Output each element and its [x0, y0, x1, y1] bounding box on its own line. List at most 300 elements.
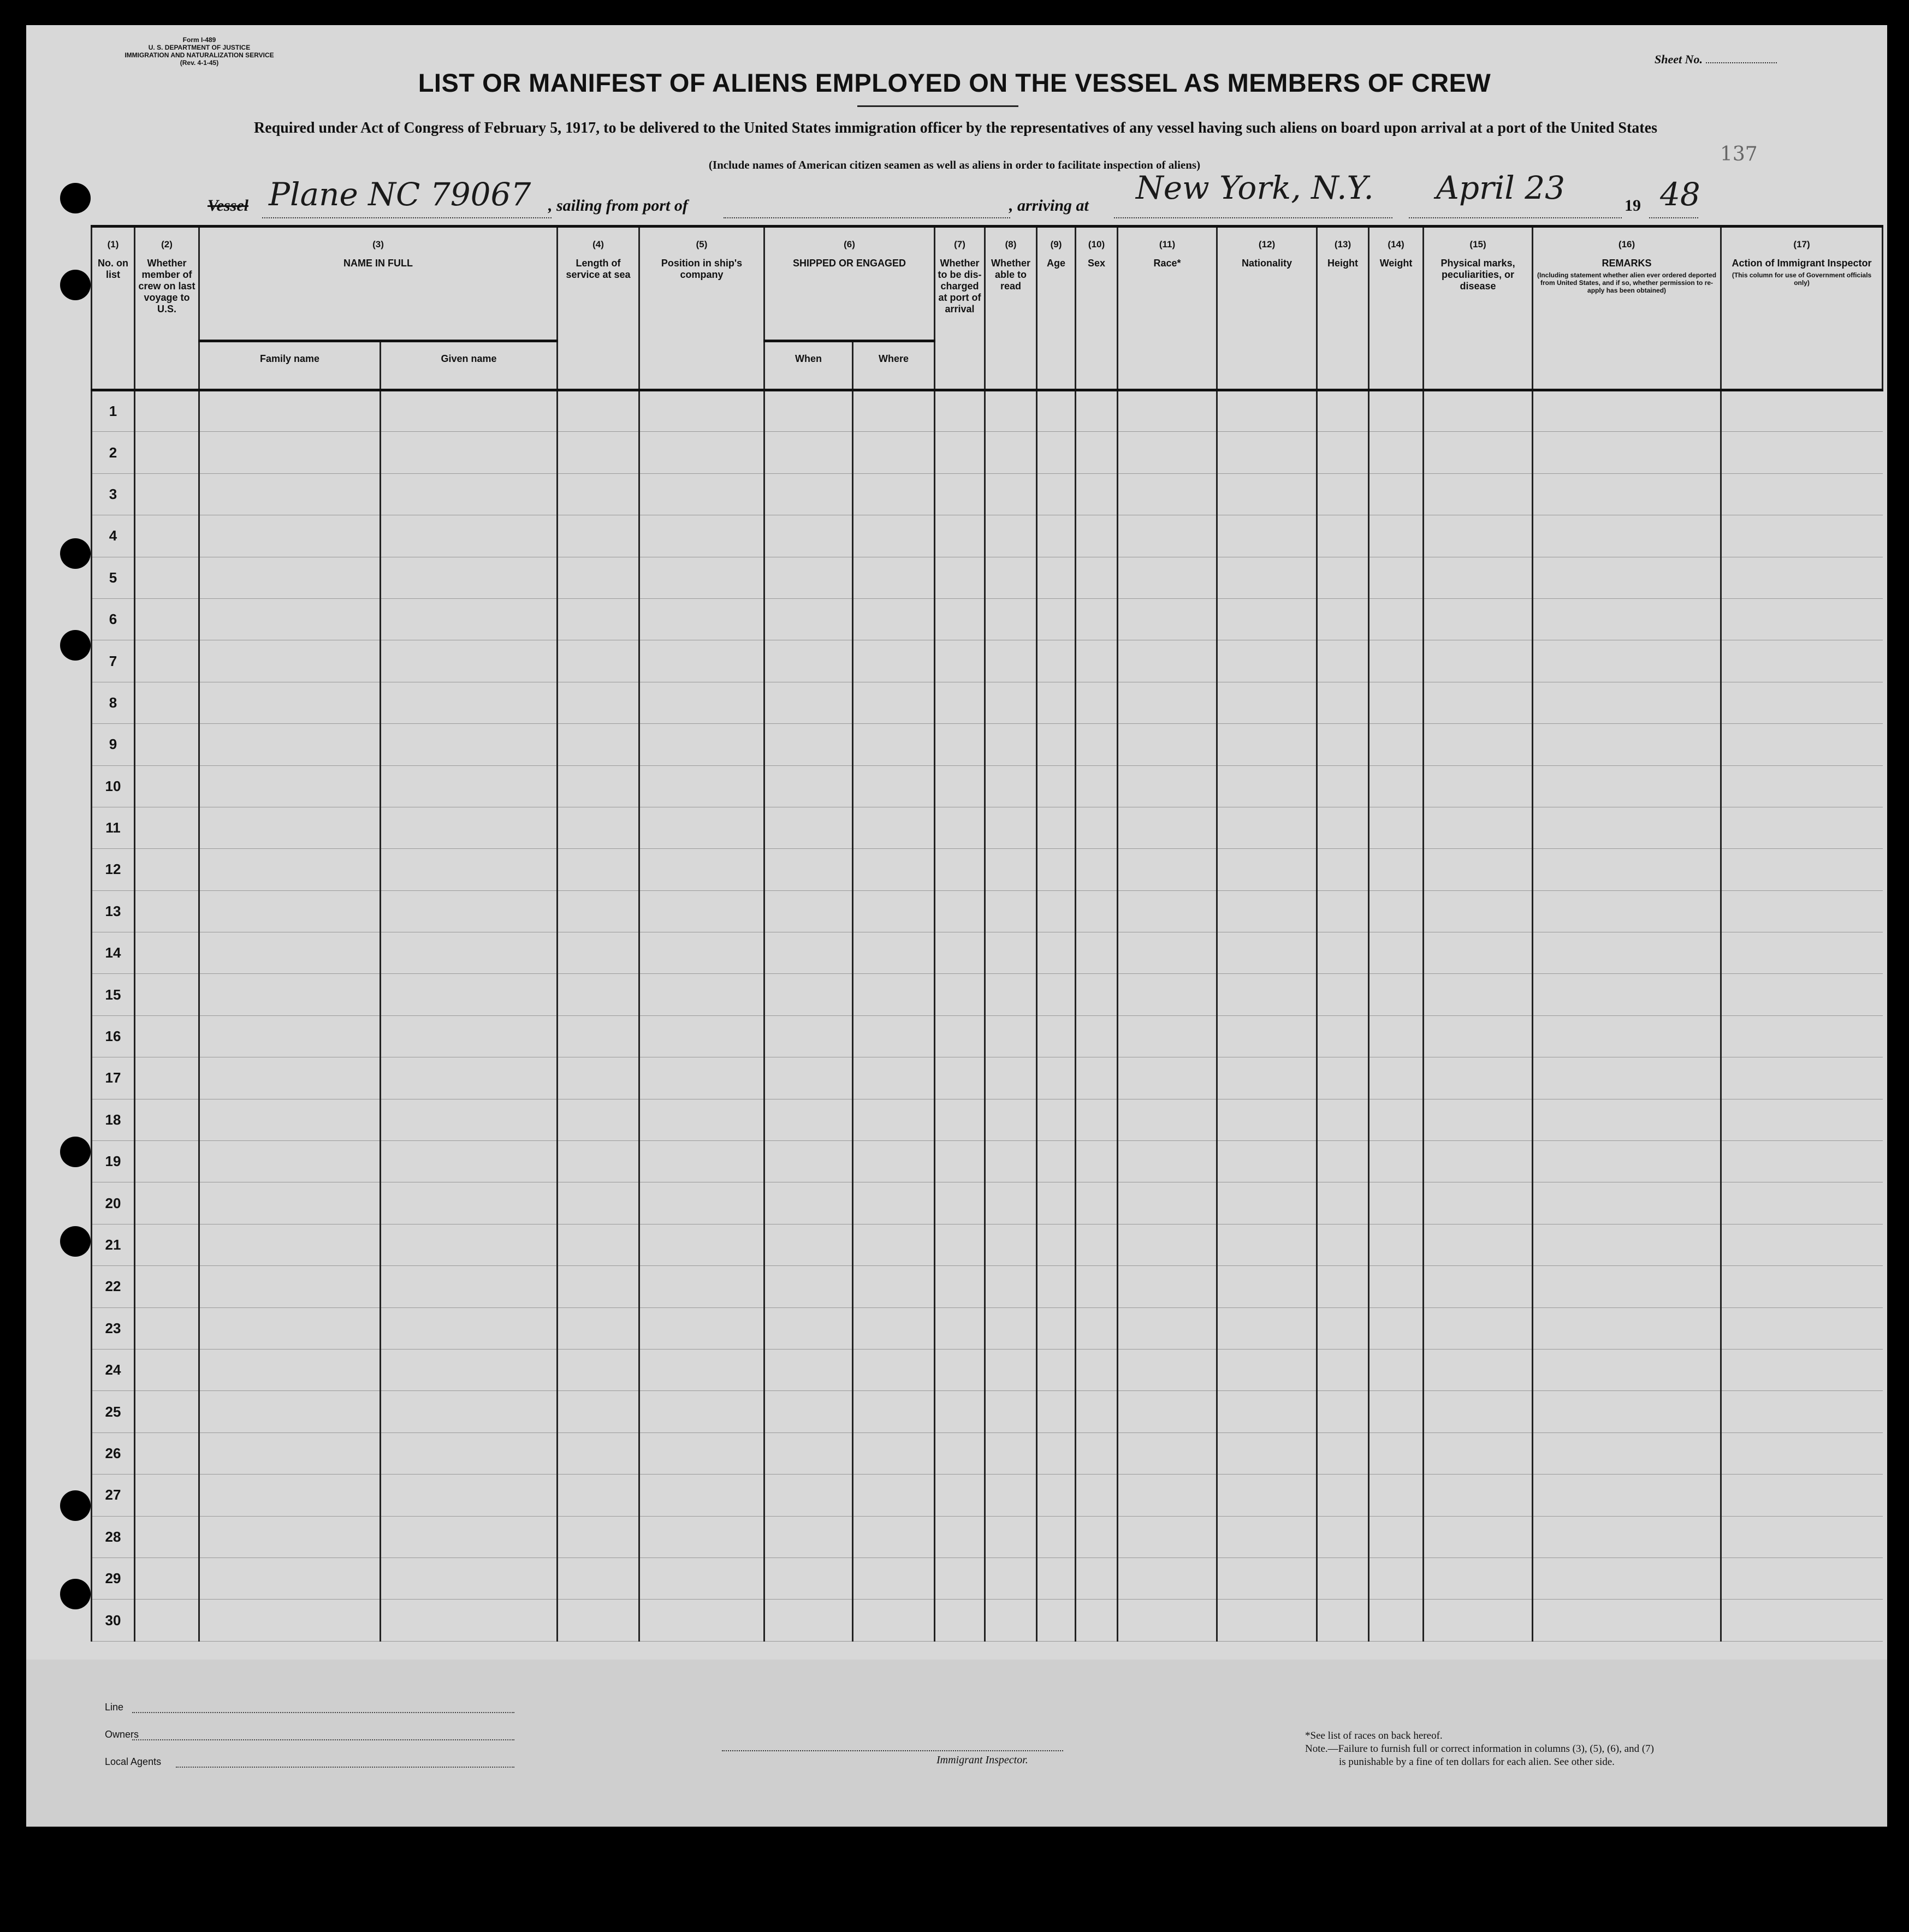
- table-cell[interactable]: [1533, 682, 1721, 723]
- table-cell[interactable]: [135, 849, 199, 890]
- table-cell[interactable]: [1037, 682, 1076, 723]
- table-cell[interactable]: [1037, 1182, 1076, 1224]
- table-cell[interactable]: [1533, 515, 1721, 557]
- table-cell[interactable]: [558, 390, 639, 432]
- table-cell[interactable]: [639, 1600, 764, 1641]
- table-cell[interactable]: [853, 1015, 935, 1057]
- table-cell[interactable]: [853, 640, 935, 682]
- table-cell[interactable]: [1721, 1015, 1883, 1057]
- arrival-date-value[interactable]: April 23: [1436, 169, 1566, 206]
- table-cell[interactable]: [639, 1432, 764, 1474]
- table-cell[interactable]: [381, 724, 558, 765]
- table-cell[interactable]: [985, 1516, 1037, 1558]
- table-cell[interactable]: [1424, 557, 1533, 598]
- table-cell[interactable]: [935, 1432, 985, 1474]
- table-cell[interactable]: [1217, 1432, 1317, 1474]
- table-cell[interactable]: [1217, 598, 1317, 640]
- table-cell[interactable]: [853, 932, 935, 974]
- table-cell[interactable]: [558, 598, 639, 640]
- table-cell[interactable]: [1424, 724, 1533, 765]
- table-cell[interactable]: [135, 1432, 199, 1474]
- table-cell[interactable]: [135, 1141, 199, 1182]
- table-cell[interactable]: [935, 682, 985, 723]
- table-cell[interactable]: [381, 1475, 558, 1516]
- table-cell[interactable]: [1721, 974, 1883, 1015]
- table-cell[interactable]: [1721, 1099, 1883, 1140]
- table-cell[interactable]: [935, 932, 985, 974]
- table-cell[interactable]: [985, 890, 1037, 932]
- table-cell[interactable]: [199, 1099, 381, 1140]
- table-cell[interactable]: [764, 598, 853, 640]
- table-cell[interactable]: [135, 1349, 199, 1390]
- table-cell[interactable]: [985, 1266, 1037, 1307]
- table-cell[interactable]: [639, 1224, 764, 1265]
- table-cell[interactable]: [558, 932, 639, 974]
- table-cell[interactable]: [764, 515, 853, 557]
- table-cell[interactable]: [1369, 765, 1424, 807]
- table-cell[interactable]: [1118, 724, 1217, 765]
- table-cell[interactable]: [135, 1516, 199, 1558]
- table-cell[interactable]: [853, 1266, 935, 1307]
- table-cell[interactable]: [1721, 1307, 1883, 1349]
- table-cell[interactable]: [1118, 1558, 1217, 1599]
- table-cell[interactable]: [135, 1391, 199, 1432]
- table-cell[interactable]: [985, 1099, 1037, 1140]
- table-cell[interactable]: [1118, 682, 1217, 723]
- vessel-value[interactable]: Plane NC 79067: [269, 176, 531, 213]
- table-cell[interactable]: [1118, 515, 1217, 557]
- table-cell[interactable]: [764, 1224, 853, 1265]
- table-cell[interactable]: [558, 1349, 639, 1390]
- table-cell[interactable]: [558, 765, 639, 807]
- table-cell[interactable]: [1118, 1432, 1217, 1474]
- table-cell[interactable]: [1076, 1057, 1118, 1099]
- table-cell[interactable]: [1217, 473, 1317, 515]
- table-cell[interactable]: [985, 849, 1037, 890]
- table-cell[interactable]: [853, 1182, 935, 1224]
- table-cell[interactable]: [135, 807, 199, 848]
- table-cell[interactable]: [1317, 1015, 1369, 1057]
- table-cell[interactable]: [1317, 1475, 1369, 1516]
- table-cell[interactable]: [1118, 557, 1217, 598]
- table-cell[interactable]: [764, 974, 853, 1015]
- table-cell[interactable]: [853, 1307, 935, 1349]
- table-cell[interactable]: [1037, 849, 1076, 890]
- table-cell[interactable]: [1076, 1182, 1118, 1224]
- table-cell[interactable]: [985, 765, 1037, 807]
- table-cell[interactable]: [1317, 1224, 1369, 1265]
- table-cell[interactable]: [853, 1224, 935, 1265]
- table-cell[interactable]: [639, 1057, 764, 1099]
- table-cell[interactable]: [558, 807, 639, 848]
- table-cell[interactable]: [935, 724, 985, 765]
- table-cell[interactable]: [1217, 765, 1317, 807]
- table-cell[interactable]: [381, 1391, 558, 1432]
- table-cell[interactable]: [1424, 1266, 1533, 1307]
- table-cell[interactable]: [1533, 557, 1721, 598]
- table-cell[interactable]: [381, 1224, 558, 1265]
- table-cell[interactable]: [199, 682, 381, 723]
- table-cell[interactable]: [935, 1558, 985, 1599]
- table-cell[interactable]: [985, 1349, 1037, 1390]
- table-cell[interactable]: [1424, 432, 1533, 473]
- table-cell[interactable]: [1317, 1349, 1369, 1390]
- table-cell[interactable]: [639, 1141, 764, 1182]
- table-cell[interactable]: [1317, 1432, 1369, 1474]
- table-cell[interactable]: [135, 432, 199, 473]
- table-cell[interactable]: [135, 1099, 199, 1140]
- table-cell[interactable]: [1076, 432, 1118, 473]
- table-cell[interactable]: [764, 432, 853, 473]
- table-cell[interactable]: [1076, 932, 1118, 974]
- table-cell[interactable]: [135, 890, 199, 932]
- table-cell[interactable]: [1076, 974, 1118, 1015]
- table-cell[interactable]: [135, 1015, 199, 1057]
- table-cell[interactable]: [1118, 432, 1217, 473]
- table-cell[interactable]: [381, 598, 558, 640]
- table-cell[interactable]: [1369, 890, 1424, 932]
- table-cell[interactable]: [1076, 1099, 1118, 1140]
- table-cell[interactable]: [381, 515, 558, 557]
- table-cell[interactable]: [764, 765, 853, 807]
- table-cell[interactable]: [853, 1432, 935, 1474]
- table-cell[interactable]: [1424, 1099, 1533, 1140]
- table-cell[interactable]: [1118, 890, 1217, 932]
- table-cell[interactable]: [199, 1600, 381, 1641]
- table-cell[interactable]: [558, 557, 639, 598]
- table-cell[interactable]: [985, 1475, 1037, 1516]
- table-cell[interactable]: [199, 1141, 381, 1182]
- table-cell[interactable]: [199, 849, 381, 890]
- table-cell[interactable]: [935, 1182, 985, 1224]
- table-cell[interactable]: [199, 390, 381, 432]
- table-cell[interactable]: [1118, 1475, 1217, 1516]
- table-cell[interactable]: [1076, 1600, 1118, 1641]
- table-cell[interactable]: [1317, 1266, 1369, 1307]
- table-cell[interactable]: [1217, 932, 1317, 974]
- table-cell[interactable]: [1317, 1600, 1369, 1641]
- table-cell[interactable]: [199, 1266, 381, 1307]
- table-cell[interactable]: [1037, 1141, 1076, 1182]
- table-cell[interactable]: [1721, 1516, 1883, 1558]
- table-cell[interactable]: [558, 515, 639, 557]
- table-cell[interactable]: [1118, 974, 1217, 1015]
- table-cell[interactable]: [639, 765, 764, 807]
- table-cell[interactable]: [764, 1475, 853, 1516]
- table-cell[interactable]: [135, 724, 199, 765]
- table-cell[interactable]: [135, 1182, 199, 1224]
- table-cell[interactable]: [764, 1349, 853, 1390]
- table-cell[interactable]: [1317, 432, 1369, 473]
- table-cell[interactable]: [1369, 1475, 1424, 1516]
- table-cell[interactable]: [199, 974, 381, 1015]
- table-cell[interactable]: [1037, 1349, 1076, 1390]
- table-cell[interactable]: [1037, 1266, 1076, 1307]
- table-cell[interactable]: [1424, 1224, 1533, 1265]
- table-cell[interactable]: [1076, 724, 1118, 765]
- table-cell[interactable]: [1118, 1099, 1217, 1140]
- table-cell[interactable]: [381, 765, 558, 807]
- table-cell[interactable]: [381, 557, 558, 598]
- table-cell[interactable]: [1037, 432, 1076, 473]
- table-cell[interactable]: [935, 1349, 985, 1390]
- table-cell[interactable]: [853, 890, 935, 932]
- table-cell[interactable]: [381, 974, 558, 1015]
- table-cell[interactable]: [764, 849, 853, 890]
- table-cell[interactable]: [199, 432, 381, 473]
- table-cell[interactable]: [381, 932, 558, 974]
- table-cell[interactable]: [381, 1307, 558, 1349]
- table-cell[interactable]: [135, 765, 199, 807]
- table-cell[interactable]: [935, 432, 985, 473]
- table-cell[interactable]: [199, 1057, 381, 1099]
- table-cell[interactable]: [985, 598, 1037, 640]
- table-cell[interactable]: [764, 1516, 853, 1558]
- table-cell[interactable]: [985, 515, 1037, 557]
- table-cell[interactable]: [1317, 1099, 1369, 1140]
- table-cell[interactable]: [199, 1475, 381, 1516]
- table-cell[interactable]: [1037, 1307, 1076, 1349]
- table-cell[interactable]: [853, 765, 935, 807]
- table-cell[interactable]: [1424, 1349, 1533, 1390]
- table-cell[interactable]: [935, 1224, 985, 1265]
- table-cell[interactable]: [558, 1099, 639, 1140]
- table-cell[interactable]: [1369, 1558, 1424, 1599]
- table-cell[interactable]: [1076, 598, 1118, 640]
- table-cell[interactable]: [1424, 1141, 1533, 1182]
- table-cell[interactable]: [1721, 682, 1883, 723]
- table-cell[interactable]: [1721, 1558, 1883, 1599]
- table-cell[interactable]: [764, 1141, 853, 1182]
- table-cell[interactable]: [1317, 765, 1369, 807]
- table-cell[interactable]: [764, 1057, 853, 1099]
- table-cell[interactable]: [985, 1182, 1037, 1224]
- table-cell[interactable]: [1037, 1475, 1076, 1516]
- table-cell[interactable]: [1076, 1391, 1118, 1432]
- table-cell[interactable]: [199, 1224, 381, 1265]
- table-cell[interactable]: [1076, 557, 1118, 598]
- table-cell[interactable]: [1118, 1349, 1217, 1390]
- table-cell[interactable]: [935, 1266, 985, 1307]
- table-cell[interactable]: [935, 1015, 985, 1057]
- table-cell[interactable]: [639, 1266, 764, 1307]
- table-cell[interactable]: [985, 974, 1037, 1015]
- table-cell[interactable]: [1369, 1099, 1424, 1140]
- table-cell[interactable]: [935, 473, 985, 515]
- table-cell[interactable]: [558, 1057, 639, 1099]
- table-cell[interactable]: [1118, 807, 1217, 848]
- table-cell[interactable]: [1369, 1349, 1424, 1390]
- table-cell[interactable]: [558, 682, 639, 723]
- table-cell[interactable]: [985, 1015, 1037, 1057]
- table-cell[interactable]: [381, 849, 558, 890]
- table-cell[interactable]: [558, 724, 639, 765]
- table-cell[interactable]: [199, 1391, 381, 1432]
- table-cell[interactable]: [1721, 1057, 1883, 1099]
- table-cell[interactable]: [639, 515, 764, 557]
- table-cell[interactable]: [558, 473, 639, 515]
- table-cell[interactable]: [1037, 1057, 1076, 1099]
- table-cell[interactable]: [853, 807, 935, 848]
- table-cell[interactable]: [1076, 682, 1118, 723]
- table-cell[interactable]: [985, 932, 1037, 974]
- table-cell[interactable]: [639, 890, 764, 932]
- table-cell[interactable]: [1217, 640, 1317, 682]
- table-cell[interactable]: [1424, 1600, 1533, 1641]
- table-cell[interactable]: [381, 640, 558, 682]
- table-cell[interactable]: [1533, 890, 1721, 932]
- table-cell[interactable]: [764, 1015, 853, 1057]
- table-cell[interactable]: [1424, 974, 1533, 1015]
- table-cell[interactable]: [381, 807, 558, 848]
- table-cell[interactable]: [1369, 557, 1424, 598]
- table-cell[interactable]: [1118, 390, 1217, 432]
- table-cell[interactable]: [1317, 515, 1369, 557]
- table-cell[interactable]: [199, 557, 381, 598]
- sailing-from-blank[interactable]: [724, 217, 1010, 218]
- table-cell[interactable]: [1721, 807, 1883, 848]
- table-cell[interactable]: [1217, 432, 1317, 473]
- table-cell[interactable]: [1369, 473, 1424, 515]
- table-cell[interactable]: [199, 1432, 381, 1474]
- table-cell[interactable]: [1424, 473, 1533, 515]
- table-cell[interactable]: [199, 1349, 381, 1390]
- table-cell[interactable]: [381, 1516, 558, 1558]
- table-cell[interactable]: [199, 1015, 381, 1057]
- table-cell[interactable]: [853, 390, 935, 432]
- table-cell[interactable]: [1118, 1141, 1217, 1182]
- table-cell[interactable]: [199, 1516, 381, 1558]
- table-cell[interactable]: [1037, 890, 1076, 932]
- table-cell[interactable]: [135, 1475, 199, 1516]
- table-cell[interactable]: [1533, 1391, 1721, 1432]
- table-cell[interactable]: [764, 473, 853, 515]
- table-cell[interactable]: [853, 1558, 935, 1599]
- table-cell[interactable]: [1217, 1349, 1317, 1390]
- table-cell[interactable]: [1533, 1182, 1721, 1224]
- table-cell[interactable]: [853, 974, 935, 1015]
- table-cell[interactable]: [1424, 1182, 1533, 1224]
- table-cell[interactable]: [764, 1307, 853, 1349]
- table-cell[interactable]: [1721, 557, 1883, 598]
- table-cell[interactable]: [1317, 1558, 1369, 1599]
- table-cell[interactable]: [1317, 1516, 1369, 1558]
- table-cell[interactable]: [381, 1432, 558, 1474]
- table-cell[interactable]: [381, 1057, 558, 1099]
- table-cell[interactable]: [1533, 1475, 1721, 1516]
- table-cell[interactable]: [1076, 1349, 1118, 1390]
- table-cell[interactable]: [1369, 1432, 1424, 1474]
- table-cell[interactable]: [1533, 1600, 1721, 1641]
- table-cell[interactable]: [135, 390, 199, 432]
- table-cell[interactable]: [135, 974, 199, 1015]
- table-cell[interactable]: [1118, 640, 1217, 682]
- table-cell[interactable]: [135, 682, 199, 723]
- table-cell[interactable]: [985, 1432, 1037, 1474]
- table-cell[interactable]: [381, 1349, 558, 1390]
- table-cell[interactable]: [135, 1057, 199, 1099]
- table-cell[interactable]: [1037, 974, 1076, 1015]
- table-cell[interactable]: [1721, 1224, 1883, 1265]
- table-cell[interactable]: [764, 932, 853, 974]
- table-cell[interactable]: [1317, 807, 1369, 848]
- table-cell[interactable]: [1369, 1266, 1424, 1307]
- table-cell[interactable]: [1037, 724, 1076, 765]
- table-cell[interactable]: [985, 390, 1037, 432]
- table-cell[interactable]: [935, 1307, 985, 1349]
- table-cell[interactable]: [935, 557, 985, 598]
- table-cell[interactable]: [639, 432, 764, 473]
- table-cell[interactable]: [985, 724, 1037, 765]
- table-cell[interactable]: [985, 473, 1037, 515]
- table-cell[interactable]: [199, 724, 381, 765]
- table-cell[interactable]: [1424, 1307, 1533, 1349]
- line-blank[interactable]: [132, 1712, 514, 1713]
- table-cell[interactable]: [1369, 598, 1424, 640]
- table-cell[interactable]: [1424, 390, 1533, 432]
- table-cell[interactable]: [1424, 598, 1533, 640]
- table-cell[interactable]: [1076, 1516, 1118, 1558]
- table-cell[interactable]: [1118, 1307, 1217, 1349]
- table-cell[interactable]: [764, 390, 853, 432]
- table-cell[interactable]: [639, 724, 764, 765]
- table-cell[interactable]: [1424, 1432, 1533, 1474]
- table-cell[interactable]: [135, 1307, 199, 1349]
- table-cell[interactable]: [558, 1558, 639, 1599]
- table-cell[interactable]: [1037, 1224, 1076, 1265]
- table-cell[interactable]: [1037, 1391, 1076, 1432]
- table-cell[interactable]: [558, 640, 639, 682]
- table-cell[interactable]: [1533, 432, 1721, 473]
- table-cell[interactable]: [1721, 765, 1883, 807]
- table-cell[interactable]: [1369, 1516, 1424, 1558]
- table-cell[interactable]: [199, 890, 381, 932]
- table-cell[interactable]: [199, 640, 381, 682]
- table-cell[interactable]: [1424, 1516, 1533, 1558]
- table-cell[interactable]: [199, 598, 381, 640]
- table-cell[interactable]: [381, 1182, 558, 1224]
- table-cell[interactable]: [558, 1432, 639, 1474]
- table-cell[interactable]: [985, 1391, 1037, 1432]
- table-cell[interactable]: [199, 1307, 381, 1349]
- table-cell[interactable]: [1369, 1224, 1424, 1265]
- table-cell[interactable]: [1317, 974, 1369, 1015]
- table-cell[interactable]: [1076, 640, 1118, 682]
- table-cell[interactable]: [935, 1099, 985, 1140]
- table-cell[interactable]: [1037, 807, 1076, 848]
- table-cell[interactable]: [1424, 765, 1533, 807]
- table-cell[interactable]: [558, 1015, 639, 1057]
- table-cell[interactable]: [764, 890, 853, 932]
- table-cell[interactable]: [1533, 1057, 1721, 1099]
- table-cell[interactable]: [935, 890, 985, 932]
- table-cell[interactable]: [1317, 1307, 1369, 1349]
- table-cell[interactable]: [1037, 932, 1076, 974]
- owners-blank[interactable]: [132, 1739, 514, 1740]
- table-cell[interactable]: [1076, 1266, 1118, 1307]
- table-cell[interactable]: [764, 557, 853, 598]
- table-cell[interactable]: [1118, 1516, 1217, 1558]
- table-cell[interactable]: [558, 1266, 639, 1307]
- local-agents-blank[interactable]: [176, 1767, 514, 1768]
- table-cell[interactable]: [764, 1182, 853, 1224]
- table-cell[interactable]: [764, 724, 853, 765]
- table-cell[interactable]: [381, 473, 558, 515]
- table-cell[interactable]: [935, 849, 985, 890]
- table-cell[interactable]: [853, 473, 935, 515]
- table-cell[interactable]: [639, 1558, 764, 1599]
- table-cell[interactable]: [639, 932, 764, 974]
